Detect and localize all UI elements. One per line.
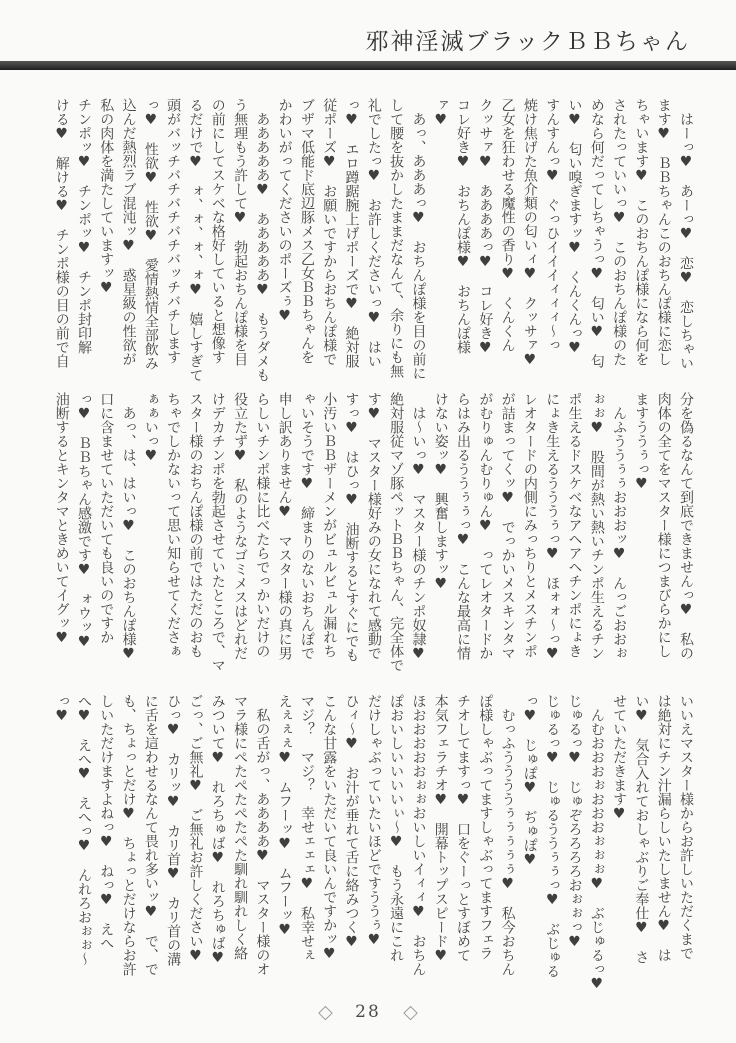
text-column: 込んだ熱烈ラブ混沌ッ♥ 惑星級の性欲が <box>120 98 137 366</box>
text-column: 小汚いＢＢザーメンがビュルビュル漏れち <box>321 392 338 658</box>
text-column: ゃいそうです♥ 締まりのないおちんぽで <box>298 392 315 660</box>
text-column: っ♥ 性欲♥ 性欲♥ 愛情熱情全部飲み <box>142 98 159 370</box>
text-column: ぁぁいっ♥ <box>142 392 159 464</box>
text-column: じゅるっ♥ じゅぞろろろろおぉぉっ♥ <box>566 694 583 950</box>
text-column: いいえマスター様からお許しいただくまで <box>678 694 694 960</box>
text-column: めなら何だってしちゃうっ♥ 匂い♥ 匂 <box>588 98 605 368</box>
text-column: えぇぇぇ♥ ムフーッ♥ ムフーッ♥ <box>276 694 293 938</box>
text-column: に舌を這わせるなんて畏れ多いッ♥ で、で <box>142 694 159 976</box>
page-title: 邪神淫滅ブラックＢＢちゃん <box>365 29 690 55</box>
text-column: ぽおいしいいいいぃ～♥ もう永遠にこれ <box>388 694 405 962</box>
text-column: ごっ、ご無礼♥ ご無礼お許しください♥ <box>187 694 204 964</box>
text-column: じゅるっ♥ じゅるううぅぅっ♥ ぶじゅる <box>544 694 561 978</box>
text-column: 油断するとキンタマときめいてイグッ♥ <box>53 392 70 646</box>
text-column: は～いっ♥ マスター様のチンポ奴隷♥ <box>410 392 427 662</box>
text-column: 分を偽るなんて到底できませんっ♥ 私の <box>678 392 694 660</box>
text-column: あっ、あああっ♥ おちんぽ様を目の前に <box>410 98 427 380</box>
text-column: すっ♥ はひっ♥ 油断するとすぐにでも <box>343 392 360 662</box>
text-column: チオしてますっ♥ 口をぐーっとすぼめて <box>455 694 472 962</box>
text-column: だけしゃぶっていたいほどですううぅ♥ <box>365 694 382 948</box>
text-column: みついて♥ れろちゅば♥ れろちゅば♥ <box>209 694 226 966</box>
text-column: ますううぅっ♥ <box>633 392 650 492</box>
text-column: して腰を抜かしたままだなんて、余りにも無 <box>388 98 405 378</box>
text-column: ほおおおおおぉぉおいしいイィィ♥ おちん <box>410 694 427 976</box>
text-column: 本気フェラチオ♥ 開幕トップスピード♥ <box>432 694 449 964</box>
text-column: 絶対服従マゾ豚ペットＢＢちゃん、完全体で <box>388 392 405 672</box>
text-column: 乙女を狂わせる魔性の香り♥ くんくん <box>499 98 516 352</box>
text-column: マジ？ マジ？ 幸せェェェ♥ 私幸せぇ <box>298 694 315 962</box>
text-column: 従ポーズ♥ お願いですからおちんぽ様で <box>321 98 338 366</box>
text-column: クッサァ♥ ああああっ♥ コレ好き♥ <box>477 98 494 356</box>
text-column: にょき生えるうううぅっ♥ ほォォ～っ♥ <box>544 392 561 662</box>
diamond-ornament-right: ◇ <box>403 1001 418 1023</box>
dialogue-block-3 <box>50 694 697 992</box>
text-column: 礼でしたっ♥ お許しくださいっ♥ はい <box>365 98 382 368</box>
text-column: い♥ 気合入れておしゃぶりご奉仕♥ さ <box>633 694 650 964</box>
text-column: レオタードの内側にみっちりとメスチンポ <box>521 392 538 658</box>
page-number: 28 <box>355 1002 381 1022</box>
diamond-ornament-left: ◇ <box>318 1001 333 1023</box>
text-column: あっ、は、はいっ♥ このおちんぽ様♥ <box>120 392 137 662</box>
text-column: されたっていいっ♥ このおちんぽ様のた <box>611 98 628 366</box>
dialogue-block-1 <box>50 98 697 396</box>
text-column: ひっ♥ カリッ♥ カリ首♥ カリ首の溝 <box>165 694 182 966</box>
text-column: らしいチンポ様に比べたらでっかいだけの <box>254 392 271 658</box>
text-column: せていただきます♥ <box>611 694 628 822</box>
text-column: 申し訳ありません♥ マスター様の真に男 <box>276 392 293 660</box>
title-rule <box>0 61 736 70</box>
text-column: けない姿ッ♥ 興奮しますッ♥ <box>432 392 449 592</box>
text-column: ちゃいます♥ このおちんぽ様になら何を <box>633 98 650 366</box>
text-column: ポ生えるドスケベなアヘアヘチンポにょき <box>566 392 583 658</box>
text-column: 口に含ませていただいても良いのですか <box>98 392 115 644</box>
text-column: 私の肉体を満たしていますッ♥ <box>98 98 115 296</box>
text-column: ぉぉ♥ 股間が熱い熱いチンポ生えるチン <box>588 392 605 660</box>
text-column: 肉体の全てをマスター様につまびらかにし <box>655 392 672 658</box>
text-column: へ♥ えへ♥ えへっ♥ んれろおぉぉ～ <box>75 694 92 966</box>
text-column: ちゃでしかないって思い知らせてくださぁ <box>165 392 182 658</box>
text-column: 私の舌がっ、ああああ♥ マスター様のオ <box>254 694 271 976</box>
text-column: ぽ様しゃぶってますしゃぶってますフェラ <box>477 694 494 960</box>
text-column: っ♥ じゅぽ♥ ぢゅぽ♥ <box>521 694 538 868</box>
text-column: かわいがってくださいのポーズぅ♥ <box>276 98 293 324</box>
text-column: マラ様にぺたぺたぺたぺた馴れ馴れしく絡 <box>232 694 249 960</box>
text-column: ブザマ低能ド底辺豚メス乙女ＢＢちゃんを <box>298 98 315 364</box>
text-column: は絶対にチン汁漏らしいたしません♥ は <box>655 694 672 962</box>
text-column: んむおおおぉおおおぉぉぉ♥ ぶじゅるっ♥ <box>588 694 605 992</box>
text-column: 役立たず♥ 私のようなゴミメスはどれだ <box>232 392 249 660</box>
page-footer <box>0 1001 736 1023</box>
text-column: がむりゅんむりゅん♥ ってレオタードか <box>477 392 494 660</box>
text-column: るだけで♥ ォ、ォ、ォ、ォ♥ 嬉しすぎて <box>187 98 204 382</box>
text-column: 頭がバッチバチバチバチバッチバチします <box>165 98 182 364</box>
text-column: ひィ～♥ お汁が垂れて舌に絡みつく♥ <box>343 694 360 950</box>
text-column: ける♥ 解ける♥ チンポ様の目の前で自 <box>53 98 70 368</box>
text-column: こんな甘露をいただいて良いんですかッ♥ <box>321 694 338 962</box>
text-column: けデカチンポを勃起させていたところで、マ <box>209 392 226 672</box>
text-column: んふううぅぅおおおッ♥ んっごおおぉ <box>611 392 628 660</box>
text-column: す♥ マスター様好みの女になれて感動で <box>365 392 382 660</box>
text-column: 焼け焦げた魚介類の匂いィ♥ クッサァ♥ <box>521 98 538 368</box>
text-column: コレ好き♥ おちんぽ様♥ おちんぽ様 <box>455 98 472 354</box>
text-column: むっふううううぅぅぅぅぅ♥ 私今おちん <box>499 694 516 976</box>
text-column: ァ♥ <box>432 98 449 128</box>
text-column: チンポッ♥ チンポッ♥ チンポ封印解 <box>75 98 92 354</box>
text-column: の前にしてスケベな格好していると想像す <box>209 98 226 364</box>
text-column: すんすんっ♥ ぐっひイイイィィィ～っ <box>544 98 561 352</box>
text-column: あああああ♥ あああああ♥ もうダメも <box>254 98 271 382</box>
text-column: スター様のおちんぽ様の前ではただのおも <box>187 392 204 658</box>
text-column: しいただけますよねっ♥ ねっ♥ えへ <box>98 694 115 950</box>
text-column: っ♥ <box>53 694 70 724</box>
text-column: が詰まってくッ♥ でっかいメスキンタマ <box>499 392 516 660</box>
text-column: はーっ♥ あーっ♥ 恋♥ 恋しちゃい <box>678 98 694 370</box>
text-column: っ♥ ＢＢちゃん感激です♥ ォウッ♥ <box>75 392 92 650</box>
text-column: う無理もう許して♥ 勃起おちんぽ様を目 <box>232 98 249 366</box>
text-column: い♥ 匂い嗅ぎますッ♥ くんくんっ♥ <box>566 98 583 356</box>
text-column: も、ちょっとだけ♥ ちょっとだけならお許 <box>120 694 137 976</box>
dialogue-block-2 <box>50 392 697 690</box>
text-column: らはみ出るううぅぅっ♥ こんな最高に情 <box>455 392 472 660</box>
text-column: っ♥ エロ蹲踞腕上げポーズで♥ 絶対服 <box>343 98 360 368</box>
text-column: ます♥ ＢＢちゃんこのおちんぽ様に恋し <box>655 98 672 366</box>
